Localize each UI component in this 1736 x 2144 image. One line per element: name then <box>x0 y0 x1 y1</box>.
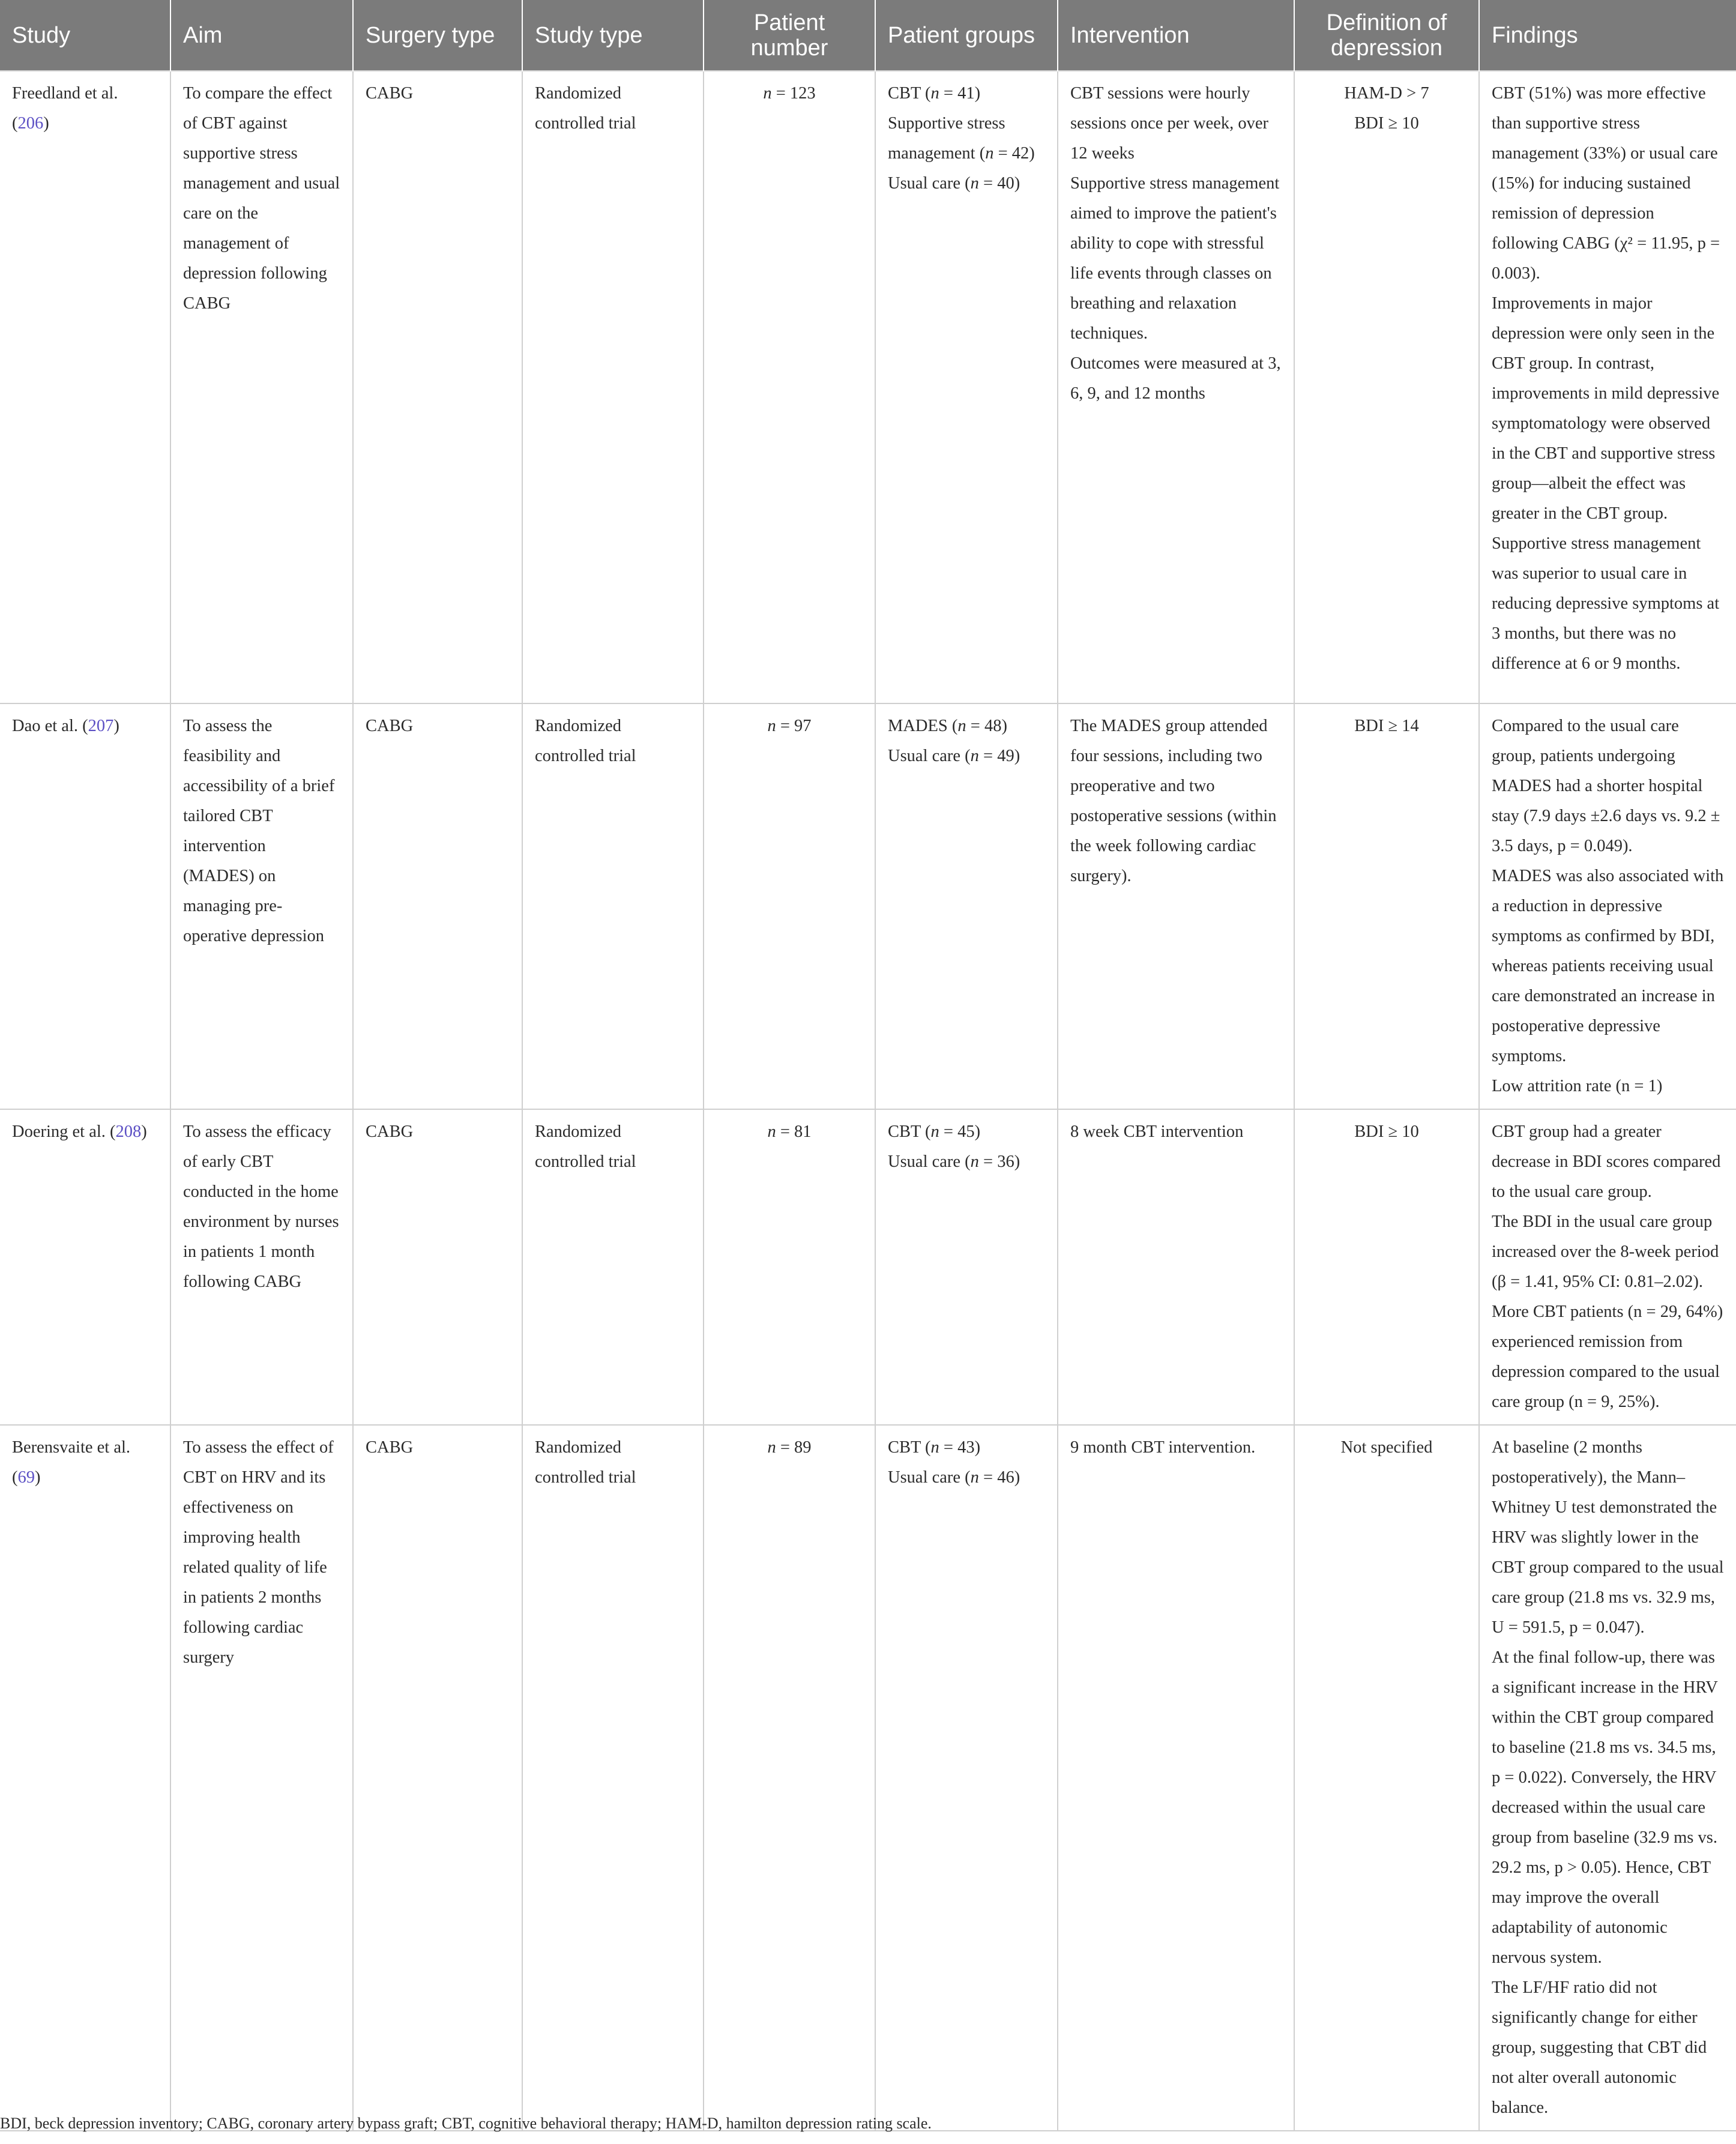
definition-item: Not specified <box>1340 1438 1433 1457</box>
finding-paragraph: The LF/HF ratio did not significantly change for either group, suggesting that CBT did not alter overall autonomic balance. <box>1492 1978 1707 2117</box>
cell-study-type: Randomized controlled trial <box>522 703 704 1109</box>
patient-number-value: = 89 <box>776 1438 812 1457</box>
group-item: CBT (n = 41) <box>888 84 981 103</box>
reference-link[interactable]: 206 <box>17 114 44 133</box>
table-row <box>0 1109 1736 1425</box>
n-symbol: n <box>767 1438 776 1457</box>
intervention-paragraph: 9 month CBT intervention. <box>1070 1438 1256 1457</box>
finding-paragraph: The BDI in the usual care group increased over the 8-week period (β = 1.41, 95% CI: 0.81–2.02). <box>1492 1212 1719 1291</box>
cell-patient-groups <box>875 1425 1058 2131</box>
cell-study: Doering et al. (208) <box>0 1109 170 1425</box>
cell-surgery-type: CABG <box>353 1109 522 1425</box>
study-author: Berensvaite et al. <box>12 1438 131 1457</box>
cell-aim: To compare the effect of CBT against supportive stress management and usual care on the management of depression following CABG <box>170 71 353 703</box>
finding-paragraph: At the final follow-up, there was a significant increase in the HRV within the CBT group compared to baseline (21.8 ms vs. 34.5 ms, p = 0.022). Conversely, the HRV decreased within the usual care group from baseline (32.9 ms vs. 29.2 ms, p > 0.05). Hence, CBT may improve the overall adaptability of autonomic nervous system. <box>1492 1648 1718 1967</box>
cell-patient-number <box>704 1109 875 1425</box>
group-item: Usual care (n = 49) <box>888 747 1020 765</box>
group-item: Usual care (n = 36) <box>888 1152 1020 1171</box>
cell-patient-number <box>704 1425 875 2131</box>
cell-study: Dao et al. (207) <box>0 703 170 1109</box>
header-patient-number: Patient number <box>704 0 875 71</box>
cell-study: Freedland et al. (206) <box>0 71 170 703</box>
study-author: Dao et al. <box>12 717 78 735</box>
definition-item: BDI ≥ 10 <box>1354 114 1419 133</box>
cell-findings <box>1479 1425 1736 2131</box>
finding-paragraph: Improvements in major depression were only seen in the CBT group. In contrast, improvements in mild depressive symptomatology were observed in the CBT and supportive stress group—albeit the effect was greater in the CBT group. <box>1492 294 1720 523</box>
header-study-type: Study type <box>522 0 704 71</box>
finding-paragraph: Low attrition rate (n = 1) <box>1492 1077 1663 1095</box>
finding-paragraph: CBT (51%) was more effective than supportive stress management (33%) or usual care (15%) for inducing sustained remission of depression following CABG (χ² = 11.95, p = 0.003). <box>1492 84 1720 283</box>
cell-findings <box>1479 71 1736 703</box>
cell-surgery-type: CABG <box>353 71 522 703</box>
finding-paragraph: MADES was also associated with a reduction in depressive symptoms as confirmed by BDI, whereas patients receiving usual care demonstrated an increase in postoperative depressive symptoms. <box>1492 867 1724 1065</box>
intervention-paragraph: The MADES group attended four sessions, including two preoperative and two postoperative sessions (within the week following cardiac surgery). <box>1070 717 1277 885</box>
cell-aim: To assess the efficacy of early CBT conducted in the home environment by nurses in patients 1 month following CABG <box>170 1109 353 1425</box>
cell-intervention <box>1058 1109 1294 1425</box>
cell-surgery-type: CABG <box>353 703 522 1109</box>
cell-definition <box>1294 1425 1479 2131</box>
cell-findings <box>1479 1109 1736 1425</box>
cell-study: Berensvaite et al. (69) <box>0 1425 170 2131</box>
header-intervention: Intervention <box>1058 0 1294 71</box>
cell-findings <box>1479 703 1736 1109</box>
header-findings: Findings <box>1479 0 1736 71</box>
finding-paragraph: At baseline (2 months postoperatively), the Mann–Whitney U test demonstrated the HRV was slightly lower in the CBT group compared to the usual care group (21.8 ms vs. 32.9 ms, U = 591.5, p = 0.047). <box>1492 1438 1724 1637</box>
cell-definition <box>1294 1109 1479 1425</box>
n-symbol: n <box>767 1122 776 1141</box>
patient-number-value: = 123 <box>771 84 816 103</box>
cell-surgery-type: CABG <box>353 1425 522 2131</box>
group-item: CBT (n = 45) <box>888 1122 981 1141</box>
cell-aim: To assess the feasibility and accessibility of a brief tailored CBT intervention (MADES) on managing pre-operative depression <box>170 703 353 1109</box>
cell-study-type: Randomized controlled trial <box>522 1425 704 2131</box>
table-footnote: BDI, beck depression inventory; CABG, coronary artery bypass graft; CBT, cognitive behavioral therapy; HAM-D, hamilton depression rating scale. <box>0 2115 932 2132</box>
cell-aim: To assess the effect of CBT on HRV and its effectiveness on improving health related quality of life in patients 2 months following cardiac surgery <box>170 1425 353 2131</box>
cell-definition <box>1294 703 1479 1109</box>
group-item: CBT (n = 43) <box>888 1438 981 1457</box>
cell-patient-groups <box>875 703 1058 1109</box>
header-aim: Aim <box>170 0 353 71</box>
header-patient-groups: Patient groups <box>875 0 1058 71</box>
group-item: Usual care (n = 46) <box>888 1468 1020 1487</box>
patient-number-value: = 97 <box>776 717 812 735</box>
cell-intervention <box>1058 71 1294 703</box>
cell-intervention <box>1058 1425 1294 2131</box>
group-item: Usual care (n = 40) <box>888 174 1020 193</box>
study-author: Freedland et al. <box>12 84 118 103</box>
cell-intervention <box>1058 703 1294 1109</box>
intervention-paragraph: CBT sessions were hourly sessions once per week, over 12 weeks <box>1070 84 1269 163</box>
cell-definition <box>1294 71 1479 703</box>
cell-patient-number <box>704 71 875 703</box>
table-row <box>0 71 1736 703</box>
definition-item: BDI ≥ 10 <box>1354 1122 1419 1141</box>
cell-patient-groups <box>875 71 1058 703</box>
header-study: Study <box>12 22 71 48</box>
reference-link[interactable]: 207 <box>88 717 114 735</box>
cell-study-type: Randomized controlled trial <box>522 71 704 703</box>
finding-paragraph: CBT group had a greater decrease in BDI scores compared to the usual care group. <box>1492 1122 1721 1201</box>
reference-link[interactable]: 208 <box>115 1122 142 1141</box>
cell-patient-number <box>704 703 875 1109</box>
finding-paragraph: Compared to the usual care group, patients undergoing MADES had a shorter hospital stay (7.9 days ±2.6 days vs. 9.2 ± 3.5 days, p = 0.049). <box>1492 717 1720 855</box>
finding-paragraph: Supportive stress management was superior to usual care in reducing depressive symptoms at 3 months, but there was no difference at 6 or 9 months. <box>1492 534 1720 673</box>
group-item: Supportive stress management (n = 42) <box>888 114 1035 163</box>
n-symbol: n <box>767 717 776 735</box>
cell-study-type: Randomized controlled trial <box>522 1109 704 1425</box>
intervention-paragraph: 8 week CBT intervention <box>1070 1122 1244 1141</box>
group-item: MADES (n = 48) <box>888 717 1007 735</box>
table-header-row <box>0 0 1736 71</box>
header-definition: Definition of depression <box>1294 0 1479 71</box>
intervention-paragraph: Outcomes were measured at 3, 6, 9, and 12 months <box>1070 354 1281 403</box>
study-author: Doering et al. <box>12 1122 106 1141</box>
n-symbol: n <box>763 84 772 103</box>
reference-link[interactable]: 69 <box>17 1468 35 1487</box>
table-row <box>0 1425 1736 2131</box>
patient-number-value: = 81 <box>776 1122 812 1141</box>
definition-item: BDI ≥ 14 <box>1354 717 1419 735</box>
finding-paragraph: More CBT patients (n = 29, 64%) experienced remission from depression compared to the usual care group (n = 9, 25%). <box>1492 1302 1723 1411</box>
cell-patient-groups <box>875 1109 1058 1425</box>
header-surgery-type: Surgery type <box>353 0 522 71</box>
intervention-paragraph: Supportive stress management aimed to improve the patient's ability to cope with stressful life events through classes on breathing and relaxation techniques. <box>1070 174 1280 343</box>
table-row <box>0 703 1736 1109</box>
definition-item: HAM-D > 7 <box>1344 84 1429 103</box>
